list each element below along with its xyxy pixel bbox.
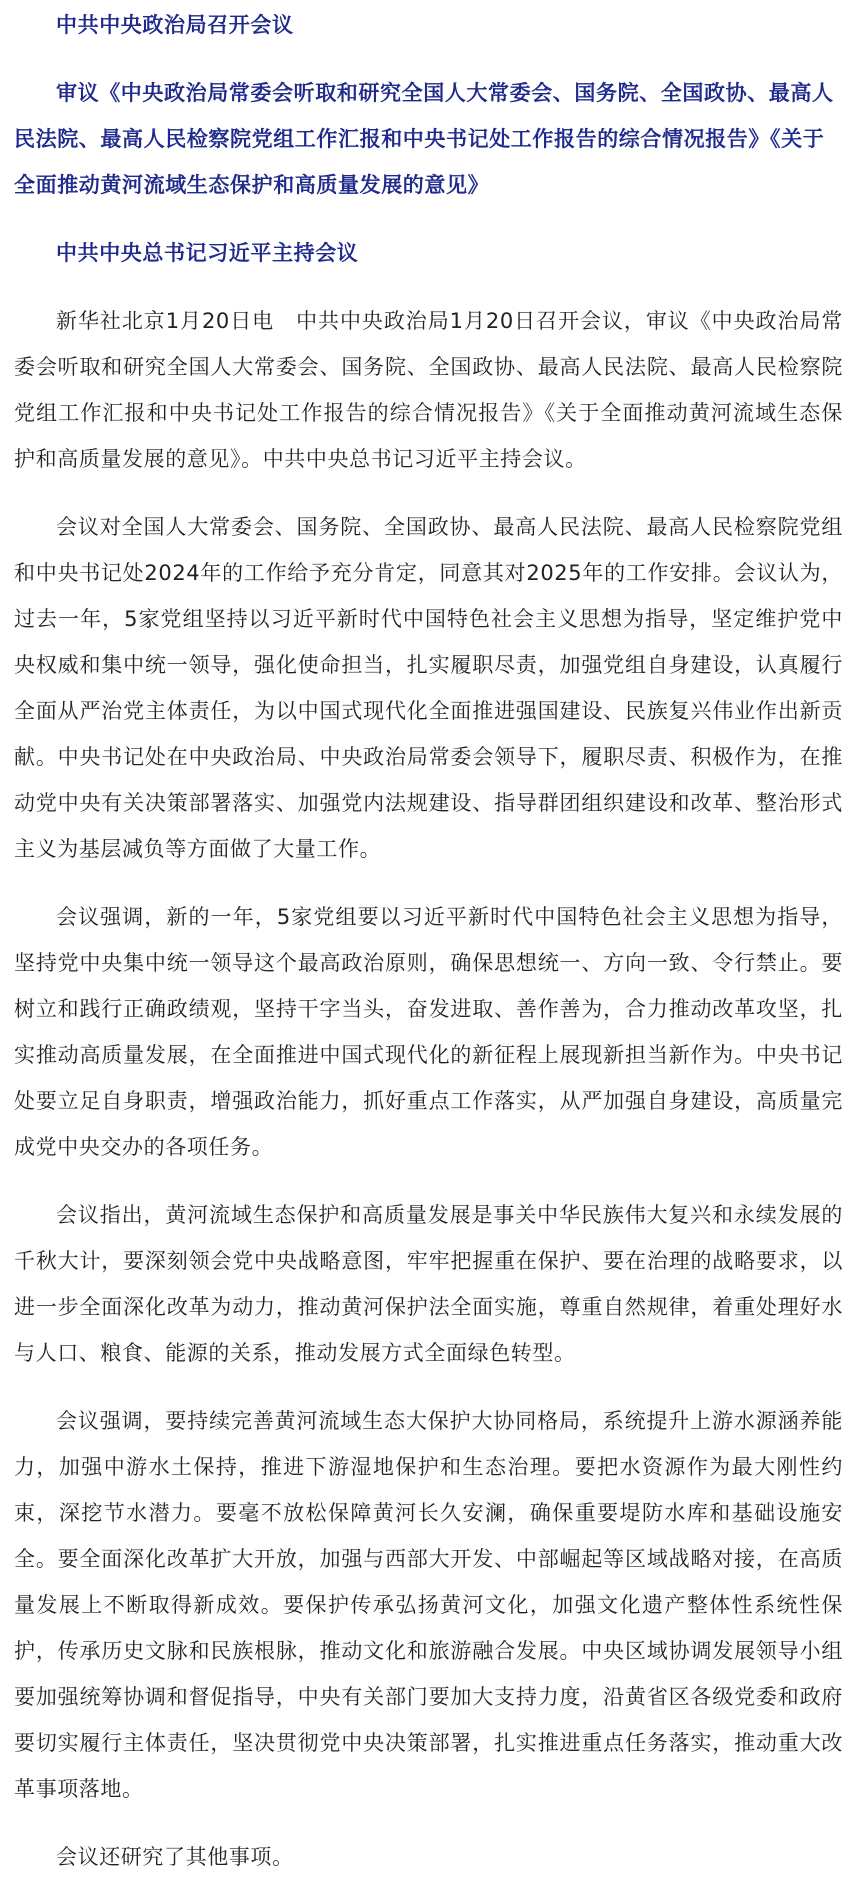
paragraph-yellow-river-tasks: 会议强调，要持续完善黄河流域生态大保护大协同格局，系统提升上游水源涵养能力，加强中游水土保持，推进下游湿地保护和生态治理。要把水资源作为最大刚性约束，深挖节水潜力。要毫不放松保障黄河长久安澜，确保重要堤防水库和基础设施安全。要全面深化改革扩大开放，加强与西部大开发、中部崛起等区域战略对接，在高质量发展上不断取得新成效。要保护传承弘扬黄河文化，加强文化遗产整体性系统性保护，传承历史文脉和民族根脉，推动文化和旅游融合发展。中央区域协调发展领导小组要加强统筹协调和督促指导，中央有关部门要加大支持力度，沿黄省区各级党委和政府要切实履行主体责任，坚决贯彻党中央决策部署，扎实推进重点任务落实，推动重大改革事项落地。 [14, 1409, 843, 1801]
headline-meeting: 中共中央政治局召开会议 [56, 13, 294, 37]
headline-presided-by: 中共中央总书记习近平主持会议 [56, 241, 359, 265]
paragraph-yellow-river-strategy: 会议指出，黄河流域生态保护和高质量发展是事关中华民族伟大复兴和永续发展的千秋大计，要深刻领会党中央战略意图，牢牢把握重在保护、要在治理的战略要求，以进一步全面深化改革为动力，推动黄河保护法全面实施，尊重自然规律，着重处理好水与人口、粮食、能源的关系，推动发展方式全面绿色转型。 [14, 1203, 843, 1365]
paragraph-other-matters: 会议还研究了其他事项。 [56, 1845, 294, 1869]
paragraph-new-year-requirements: 会议强调，新的一年，5家党组要以习近平新时代中国特色社会主义思想为指导，坚持党中央集中统一领导这个最高政治原则，确保思想统一、方向一致、令行禁止。要树立和践行正确政绩观，坚持干字当头，奋发进取、善作善为，合力推动改革攻坚，扎实推动高质量发展，在全面推进中国式现代化的新征程上展现新担当新作为。中央书记处要立足自身职责，增强政治能力，抓好重点工作落实，从严加强自身建设，高质量完成党中央交办的各项任务。 [14, 905, 843, 1159]
paragraph-work-affirmation: 会议对全国人大常委会、国务院、全国政协、最高人民法院、最高人民检察院党组和中央书记处2024年的工作给予充分肯定，同意其对2025年的工作安排。会议认为，过去一年，5家党组坚持以习近平新时代中国特色社会主义思想为指导，坚定维护党中央权威和集中统一领导，强化使命担当，扎实履职尽责，加强党组自身建设，认真履行全面从严治党主体责任，为以中国式现代化全面推进强国建设、民族复兴伟业作出新贡献。中央书记处在中央政治局、中央政治局常委会领导下，履职尽责、积极作为，在推动党中央有关决策部署落实、加强党内法规建设、指导群团组织建设和改革、整治形式主义为基层减负等方面做了大量工作。 [14, 515, 843, 861]
paragraph-dateline: 新华社北京1月20日电 中共中央政治局1月20日召开会议，审议《中央政治局常委会听取和研究全国人大常委会、国务院、全国政协、最高人民法院、最高人民检察院党组工作汇报和中央书记处工作报告的综合情况报告》《关于全面推动黄河流域生态保护和高质量发展的意见》。中共中央总书记习近平主持会议。 [14, 309, 843, 471]
article [0, 2, 855, 1880]
headline-review-documents: 审议《中央政治局常委会听取和研究全国人大常委会、国务院、全国政协、最高人民法院、最高人民检察院党组工作汇报和中央书记处工作报告的综合情况报告》《关于全面推动黄河流域生态保护和高质量发展的意见》 [14, 81, 834, 197]
